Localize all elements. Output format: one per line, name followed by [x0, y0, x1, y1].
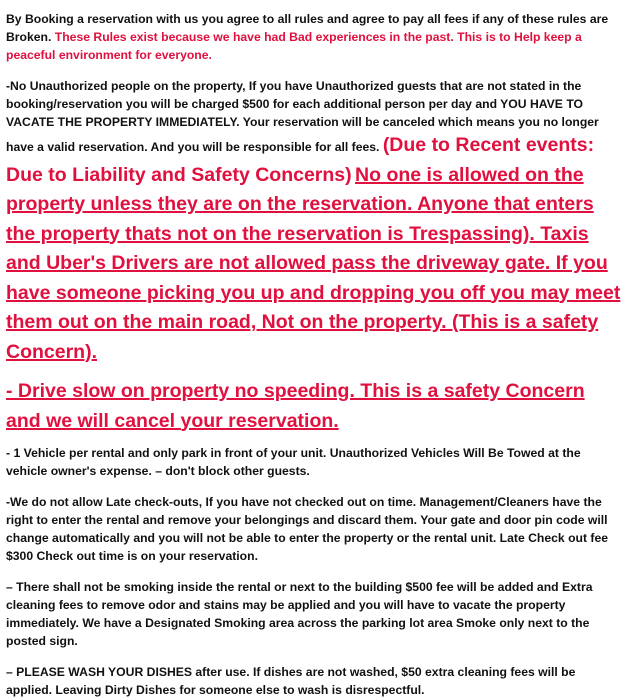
unauthorized-text: -No Unauthorized people on the property, If you have Unauthorized guests that are not stated in the booking/reservation you will be charged $500 for each additional person per day and YOU HAVE TO VACATE THE PROPERTY IMMEDIATELY. Your reservation will be canceled which means you no longer have a valid reservation. And you will be responsible for all fees.	[6, 79, 599, 154]
intro-red-text: These Rules exist because we have had Bad experiences in the past. This is to Help keep a peaceful environment for everyone.	[6, 30, 582, 62]
smoking-paragraph	[6, 578, 623, 650]
liability-warning: (Due to Recent events: Due to Liability and Safety Concerns)	[6, 134, 595, 186]
unauthorized-paragraph	[6, 77, 623, 367]
checkout-text: -We do not allow Late check-outs, If you have not checked out on time. Management/Cleaners have the right to enter the rental and remove your belongings and discard them. Your gate and door pin code will change automatically and you will not be able to enter the property or the rental unit. Late Check out fee $300 Check out time is on your reservation.	[6, 495, 609, 563]
dishes-text: – PLEASE WASH YOUR DISHES after use. If dishes are not washed, $50 extra cleaning fees will be applied. Leaving Dirty Dishes for someone else to wash is disrespectful.	[6, 665, 576, 697]
smoking-text: – There shall not be smoking inside the rental or next to the building $500 fee will be added and Extra cleaning fees to remove odor and stains may be applied and you will have to vacate the property immediately. We have a Designated Smoking area across the parking lot area Smoke only next to the posted sign.	[6, 580, 593, 648]
intro-text: By Booking a reservation with us you agree to all rules and agree to pay all fees if any of these rules are Broken.	[6, 12, 609, 44]
drive-slow-paragraph	[6, 377, 623, 436]
checkout-paragraph	[6, 493, 623, 565]
drive-slow-warning: - Drive slow on property no speeding. This is a safety Concern and we will cancel your reservation.	[6, 380, 585, 432]
dishes-paragraph	[6, 663, 623, 699]
trespassing-warning: No one is allowed on the property unless they are on the reservation. Anyone that enters the property thats not on the reservation is Trespassing). Taxis and Uber's Drivers are not allowed pass the driveway gate. If you have someone picking you up and dropping you off you may meet them out on the main road, Not on the property. (This is a safety Concern).	[6, 163, 621, 363]
vehicle-text: - 1 Vehicle per rental and only park in front of your unit. Unauthorized Vehicles Will Be Towed at the vehicle owner's expense. – don't block other guests.	[6, 446, 581, 478]
intro-paragraph	[6, 10, 623, 64]
vehicle-paragraph	[6, 444, 623, 480]
